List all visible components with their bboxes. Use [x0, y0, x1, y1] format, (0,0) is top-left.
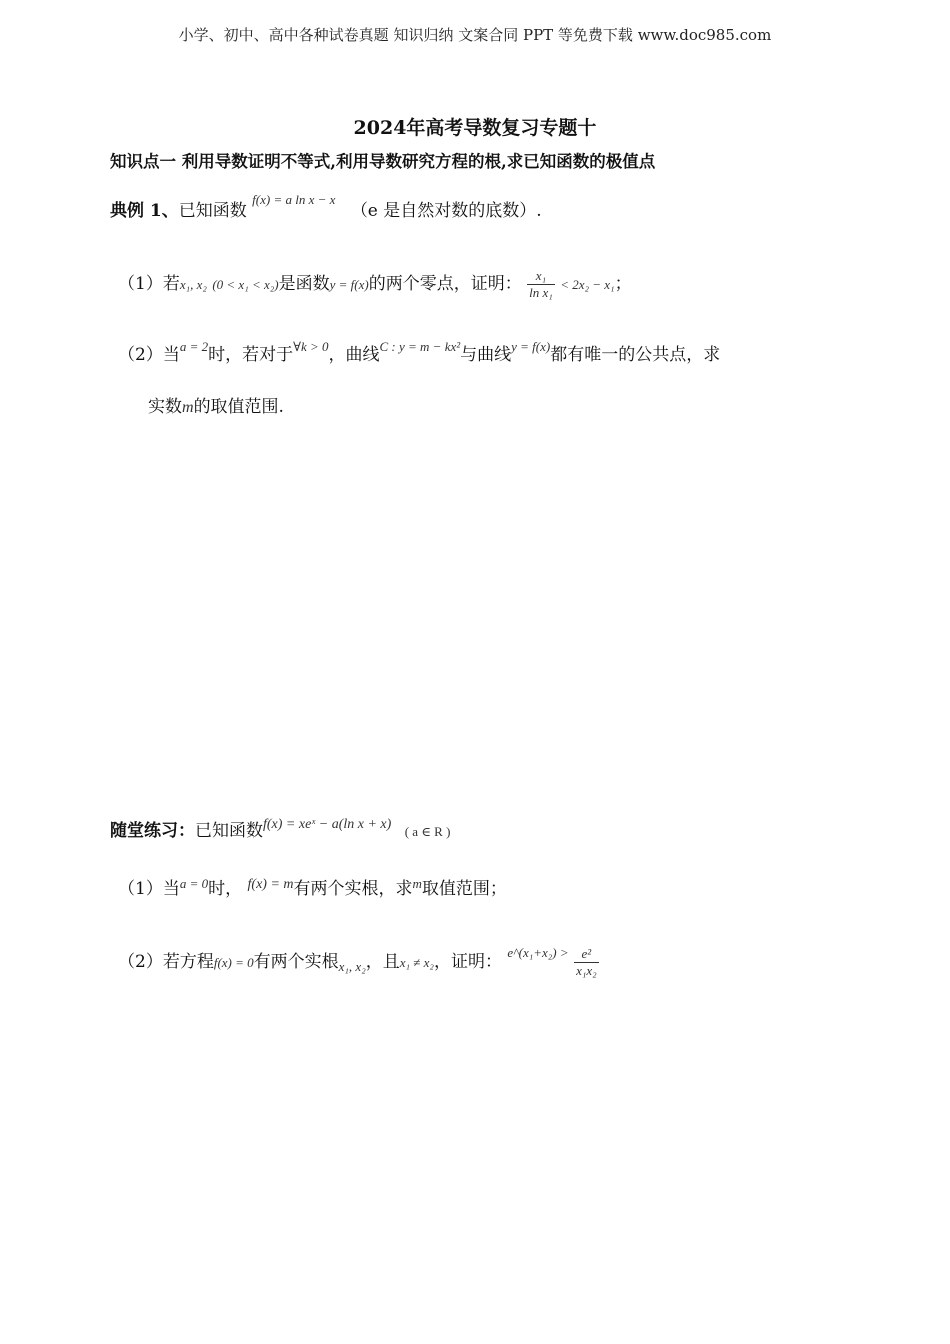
q1-end: ；: [614, 274, 632, 294]
pq1-prefix: （1）当: [118, 879, 180, 899]
example-intro: 已知函数: [178, 201, 247, 221]
q1-fraction: [527, 268, 555, 301]
q2-line2-b: 的取值范围.: [193, 397, 284, 417]
practice-function: f(x) = xeˣ − a(ln x + x): [263, 817, 392, 832]
pq2-vars: x₁, x₂: [338, 959, 366, 974]
pq2-fraction: [574, 946, 599, 979]
practice-label: 随堂练习：: [110, 821, 195, 841]
pq2-equation: f(x) = 0: [213, 955, 254, 970]
q2-cond-a: a = 2: [179, 339, 209, 354]
knowledge-point-heading: 知识点一 利用导数证明不等式,利用导数研究方程的根,求已知函数的极值点: [110, 152, 656, 171]
example-question-2-line-2: [148, 392, 284, 417]
q1-condition: (0 < x₁ < x₂): [212, 277, 279, 292]
pq1-t1: 时，: [208, 879, 243, 899]
example-question-2: [118, 340, 720, 365]
example-intro-line: [110, 192, 542, 221]
pq1-cond: a = 0: [179, 876, 209, 891]
example-function: f(x) = a ln x − x: [252, 192, 336, 207]
page-title: 2024年高考导数复习专题十: [353, 117, 597, 139]
q1-fraction-denominator: ln x₁: [529, 285, 553, 300]
practice-question-2: [118, 946, 599, 979]
q1-rhs: < 2x₂ − x₁: [560, 277, 615, 292]
pq2-neq: x₁ ≠ x₂: [399, 955, 434, 970]
pq2-fraction-numerator: e²: [574, 946, 599, 963]
q2-t2: ，曲线: [328, 345, 380, 365]
example-label: 典例 1、: [110, 201, 179, 221]
q1-vars: x₁, x₂: [179, 277, 207, 292]
pq1-equation: f(x) = m: [247, 877, 294, 892]
q2-forall: ∀k > 0: [293, 339, 329, 354]
q2-t4: 都有唯一的公共点，求: [550, 345, 721, 365]
q1-mid: 是函数: [278, 274, 330, 294]
q2-line2-a: 实数: [148, 397, 182, 417]
page-header: 小学、初中、高中各种试卷真题 知识归纳 文案合同 PPT 等免费下载 www.doc985.com: [178, 26, 772, 44]
pq1-t2: 有两个实根，求: [293, 879, 413, 899]
pq2-prefix: （2）若方程: [118, 952, 214, 972]
q1-mid2: 的两个零点，证明：: [368, 274, 522, 294]
pq1-var: m: [412, 876, 422, 891]
example-question-1: [118, 268, 632, 301]
q2-t1: 时，若对于: [208, 345, 294, 365]
q1-fraction-numerator: x₁: [527, 268, 555, 285]
q2-prefix: （2）当: [118, 345, 180, 365]
q1-function: y = f(x): [329, 277, 369, 292]
practice-condition: ( a ∈ R ): [404, 824, 451, 839]
practice-intro: 已知函数: [195, 821, 263, 841]
q1-prefix: （1）若: [118, 274, 180, 294]
pq1-t3: 取值范围；: [421, 879, 507, 899]
pq2-t2: ，且: [365, 952, 400, 972]
q2-t3: 与曲线: [460, 345, 512, 365]
practice-question-1: [118, 874, 507, 899]
example-note: （e 是自然对数的底数）.: [350, 201, 542, 221]
q2-function: y = f(x): [511, 339, 551, 354]
practice-intro-line: [110, 816, 450, 841]
q2-var-m: m: [182, 399, 194, 416]
pq2-t3: ，证明：: [433, 952, 502, 972]
q2-curve: C : y = m − kx²: [379, 339, 461, 354]
pq2-lhs: e^(x₁+x₂) >: [507, 945, 569, 960]
pq2-t1: 有两个实根: [253, 952, 339, 972]
pq2-fraction-denominator: x₁x₂: [576, 963, 597, 978]
